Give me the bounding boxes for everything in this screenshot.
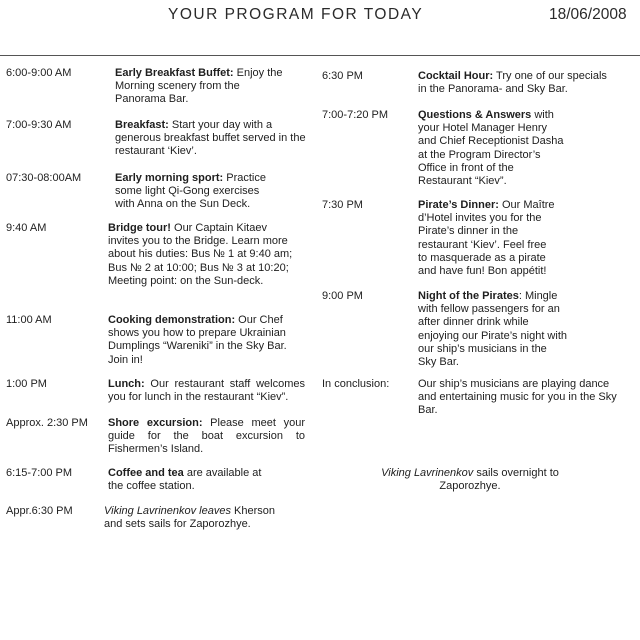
event-description <box>108 222 294 288</box>
event-text: Our Chef shows you how to prepare Ukrainian Dumplings “Wareniki” in the Sky Bar. Join in! <box>108 314 287 366</box>
event-title: Pirate’s Dinner: <box>418 199 499 211</box>
program-date: 18/06/2008 <box>549 6 627 23</box>
event-title: Early morning sport: <box>115 172 224 184</box>
ship-name: Viking Lavrinenkov leaves <box>104 505 231 517</box>
event-description <box>108 314 308 367</box>
event-description <box>418 109 568 188</box>
event-title: Night of the Pirates <box>418 290 519 302</box>
closing-note <box>370 467 570 493</box>
event-time: 6:30 PM <box>322 70 363 82</box>
event-text: Please meet your guide for the boat excursion to Fishermen’s Island. <box>108 417 306 456</box>
event-title: Early Breakfast Buffet: <box>115 67 234 79</box>
event-description <box>115 119 307 159</box>
event-title: Coffee and tea <box>108 467 184 479</box>
event-time: 9:40 AM <box>6 222 47 234</box>
event-title: Cocktail Hour: <box>418 70 494 82</box>
event-time: Approx. 2:30 PM <box>6 417 88 429</box>
event-text: Enjoy the Morning scenery from the Panorama Bar. <box>115 67 283 106</box>
event-time: Appr.6:30 PM <box>6 505 73 517</box>
event-title: Breakfast: <box>115 119 169 131</box>
event-text: are available at the coffee station. <box>108 467 262 493</box>
event-description <box>115 172 280 212</box>
event-title: Lunch: <box>108 378 145 390</box>
event-description <box>418 70 618 96</box>
event-time: 6:15-7:00 PM <box>6 467 73 479</box>
event-text: with your Hotel Manager Henry and Chief Receptionist Dasha at the Program Director’s Office in front of the Restaurant “Kiev”. <box>418 109 564 188</box>
event-time: 7:00-7:20 PM <box>322 109 389 121</box>
event-time: 11:00 AM <box>6 314 52 326</box>
event-description <box>418 199 556 278</box>
event-text: Our Captain Kitaev invites you to the Bridge. Learn more about his duties: Bus № 1 at 9:40 am; Bus № 2 at 10:00; Bus № 3 at 10:20; Meeting point: on the Sun-deck. <box>108 222 293 287</box>
closing-text: sails overnight to Zaporozhye. <box>439 467 559 493</box>
event-text: Start your day with a generous breakfast buffet served in the restaurant ‘Kiev’. <box>115 119 306 158</box>
event-text: Try one of our specials in the Panorama- and Sky Bar. <box>418 70 607 96</box>
event-text: Kherson and sets sails for Zaporozhye. <box>104 505 276 531</box>
event-title: Bridge tour! <box>108 222 171 234</box>
header-divider <box>0 55 640 56</box>
event-time: 1:00 PM <box>6 378 47 390</box>
event-text: Our Maître d’Hotel invites you for the Pirate’s dinner in the restaurant ‘Kiev’. Feel free to masquerade as a pirate and have fun! Bon appétit! <box>418 199 555 278</box>
event-description <box>108 417 305 457</box>
ship-name: Viking Lavrinenkov <box>381 467 474 479</box>
program-header <box>0 0 640 30</box>
event-title: Shore excursion: <box>108 417 203 429</box>
event-title: Cooking demonstration: <box>108 314 236 326</box>
page-title: YOUR PROGRAM FOR TODAY <box>168 6 424 23</box>
event-description <box>104 505 282 531</box>
conclusion-label: In conclusion: <box>322 378 390 390</box>
event-text: Practice some light Qi-Gong exercises with Anna on the Sun Deck. <box>115 172 266 211</box>
event-text: : Mingle with fellow passengers for an after dinner drink while enjoying our Pirate’s night with our ship’s musicians in the Sky Bar. <box>418 290 567 369</box>
event-description: Our ship’s musicians are playing dance and entertaining music for you in the Sky Bar. <box>418 378 617 417</box>
event-description <box>115 67 290 107</box>
event-text: Our restaurant staff welcomes you for lunch in the restaurant “Kiev”. <box>108 378 305 404</box>
event-description <box>108 378 305 404</box>
event-time: 7:30 PM <box>322 199 363 211</box>
event-time: 9:00 PM <box>322 290 363 302</box>
event-description <box>108 467 278 493</box>
event-time: 07:30-08:00AM <box>6 172 82 184</box>
event-title: Questions & Answers <box>418 109 532 121</box>
event-description <box>418 290 568 369</box>
event-time: 7:00-9:30 AM <box>6 119 72 131</box>
event-time: 6:00-9:00 AM <box>6 67 72 79</box>
